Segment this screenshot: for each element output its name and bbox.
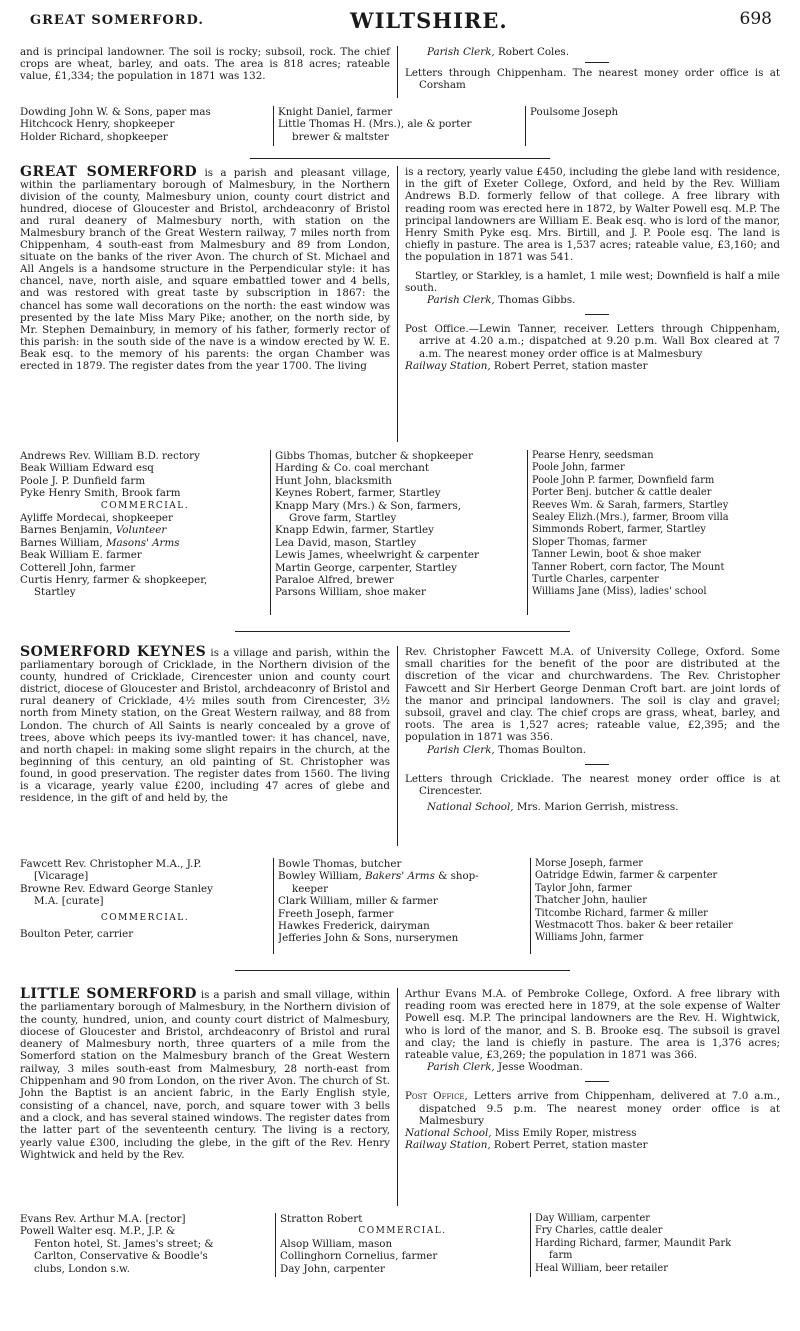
list-item: Harding Richard, farmer, Maundit Park — [535, 1237, 732, 1249]
little-somerford-right — [405, 988, 780, 1151]
column-divider — [525, 106, 526, 146]
short-rule — [585, 62, 609, 63]
great-list-col-1 — [20, 450, 270, 599]
list-item: Lea David, mason, Startley — [275, 536, 417, 549]
post-office-label: Post Office, — [405, 1090, 468, 1103]
list-item: Heal William, beer retailer — [535, 1262, 668, 1274]
list-item: Browne Rev. Edward George Stanley — [20, 882, 213, 895]
list-item: Knapp Mary (Mrs.) & Son, farmers, — [275, 499, 462, 512]
list-item: Keynes Robert, farmer, Startley — [275, 487, 441, 500]
list-item: Lewis James, wheelwright & carpenter — [275, 549, 479, 562]
list-item: [Vicarage] — [34, 870, 89, 883]
list-item: Beak William E. farmer — [20, 549, 142, 562]
clerk-label: Parish Clerk, — [427, 743, 495, 756]
trade-list-col-3 — [530, 106, 780, 118]
paragraph: is a village and parish, within the parliamentary borough of Cricklade, in the Northern division of the county, hundred of Cricklade, Cirencester union and county court district, diocese of Gloucester and Bristol, archdeaconry of Bristol and rural deanery of Cricklade, 4½ miles south from Cirencester, 3½ north from Minety station, on the Great Western railway, and 88 from London. The church of All Saints is nearly concealed by a grove of trees, above which peeps its ivy-mantled tower: it has chancel, nave, and north chapel: in making some slight repairs in the church, at the beginning of this century, an old painting of St. Christopher was found, in good preservation. The register dates from 1560. The living is a vicarage, yearly value £200, including 47 acres of glebe and residence, in the gift of and held by, the — [20, 647, 390, 805]
keynes-list-col-3 — [535, 858, 785, 945]
list-item: Freeth Joseph, farmer — [278, 907, 394, 920]
somerford-keynes-left — [20, 646, 390, 804]
column-divider — [270, 450, 271, 615]
list-item: M.A. [curate] — [34, 895, 104, 908]
list-item: Hunt John, blacksmith — [275, 474, 392, 487]
column-divider — [527, 450, 528, 615]
startley-note: Startley, or Starkley, is a hamlet, 1 mile west; Downfield is half a mile south. — [405, 269, 780, 294]
clerk-name: Thomas Boulton. — [494, 743, 587, 756]
list-item: Boulton Peter, carrier — [20, 928, 134, 941]
list-item: Reeves Wm. & Sarah, farmers, Startley — [532, 499, 729, 511]
list-item: Collinghorn Cornelius, farmer — [280, 1250, 438, 1263]
list-item: Cotterell John, farmer — [20, 561, 136, 574]
list-item: Stratton Robert — [280, 1213, 363, 1225]
list-item: Little Thomas H. (Mrs.), ale & porter — [278, 118, 472, 131]
little-list-col-2 — [280, 1213, 525, 1275]
list-item: Tanner Lewin, boot & shoe maker — [532, 549, 701, 561]
clerk-name: Robert Coles. — [494, 46, 569, 58]
place-title: LITTLE SOMERFORD — [20, 986, 197, 1002]
column-divider — [275, 1213, 276, 1277]
list-item: Day William, carpenter — [535, 1213, 650, 1224]
little-somerford-left — [20, 988, 390, 1161]
list-item: Pyke Henry Smith, Brook farm — [20, 487, 181, 500]
list-item: keeper — [292, 882, 329, 895]
list-item: Paraloe Alfred, brewer — [275, 574, 394, 587]
list-item: Pearse Henry, seedsman — [532, 450, 654, 461]
list-item: Powell Walter esq. M.P., J.P. & — [20, 1225, 176, 1238]
column-divider — [530, 858, 531, 954]
list-item: Oatridge Edwin, farmer & carpenter — [535, 870, 718, 882]
clerk-label: Parish Clerk, — [427, 46, 495, 58]
running-head: GREAT SOMERFORD. — [30, 13, 204, 28]
list-item: Knight Daniel, farmer — [278, 106, 393, 118]
letters-note: Letters through Chippenham. The nearest money order office is at Corsham — [405, 67, 780, 92]
list-item: Williams John, farmer — [535, 932, 644, 944]
list-item: Sealey Elizh.(Mrs.), farmer, Broom villa — [532, 512, 729, 524]
school-name: Miss Emily Roper, mistress — [491, 1127, 637, 1140]
list-item: Curtis Henry, farmer & shopkeeper, — [20, 574, 208, 587]
list-item: Day John, carpenter — [280, 1262, 385, 1275]
list-item: Ayliffe Mordecai, shopkeeper — [20, 512, 173, 525]
list-item: Carlton, Conservative & Boodle's — [34, 1250, 208, 1263]
list-item: Fawcett Rev. Christopher M.A., J.P. — [20, 858, 202, 870]
paragraph: is a rectory, yearly value £450, including the glebe land with residence, in the gift of Exeter College, Oxford, and held by the Rev. William Andrews B.D. formerly fellow of that college. A free library with reading room was erected here in 1872, by Walter Powell esq. M.P. The principal landowners are William E. Beak esq. who is lord of the manor, Henry Smith Pyke esq. Mrs. Birtill, and J. P. Poole esq. The land is chiefly in pasture. The area is 1,537 acres; rateable value, £3,160; and the population in 1871 was 541. — [405, 166, 781, 264]
school-label: National School, — [427, 801, 514, 814]
list-item: Westmacott Thos. baker & beer retailer — [535, 920, 733, 932]
list-item: Startley — [34, 586, 76, 599]
list-item: Andrews Rev. William B.D. rectory — [20, 450, 200, 462]
list-item: Bowle Thomas, butcher — [278, 858, 402, 870]
column-divider — [397, 646, 398, 846]
list-item: Martin George, carpenter, Startley — [275, 561, 457, 574]
post-office-text: Letters arrive from Chippenham, delivered at 7.0 a.m., dispatched 9.5 p.m. The nearest money order office is at Malmesbury — [419, 1090, 780, 1127]
column-divider — [397, 166, 398, 442]
list-item: Dowding John W. & Sons, paper mas — [20, 106, 211, 118]
short-rule — [585, 314, 609, 315]
section-rule — [250, 158, 550, 159]
list-item: Parsons William, shoe maker — [275, 586, 426, 599]
top-left-paragraph — [20, 46, 390, 83]
keynes-list-col-2 — [278, 858, 528, 945]
column-divider — [397, 988, 398, 1206]
paragraph: and is principal landowner. The soil is rocky; subsoil, rock. The chief crops are wheat, barley, and oats. The area is 818 acres; rateable value, £1,334; the population in 1871 was 132. — [20, 46, 390, 83]
trade-list-col-1 — [20, 106, 270, 143]
list-item: Fenton hotel, St. James's street; & — [34, 1237, 214, 1250]
county-title: WILTSHIRE. — [350, 8, 508, 33]
list-item: Poole John, farmer — [532, 462, 625, 474]
list-item: Sloper Thomas, farmer — [532, 536, 647, 548]
list-item: Tanner Robert, corn factor, The Mount — [532, 561, 725, 573]
paragraph: is a parish and pleasant village, within the parliamentary borough of Malmesbury, in the Northern division of the county, Malmesbury union, county court district and hundred, diocese of Gloucester and Bristol, archdeaconry of Bristol and rural deanery of Malmesbury north, with station on the Malmesbury branch of the Great Western railway, 7 miles north from Chippenham, 4 south-east from Malmesbury and 89 from London, situate on the banks of the river Avon. The church of St. Michael and All Angels is a handsome structure in the Perpendicular style: it has chancel, nave, north aisle, and square embattled tower and 4 bells, and was restored with great taste by subscription in 1867: the chancel has some wall decorations on the north: the east window was presented by the late Miss Mary Pike; another, on the north side, by Mr. Stephen Demainbury, in memory of his father, formerly rector of this parish: in the south side of the nave is a window erected by W. E. Beak esq. to the memory of his parents: the organ Chamber was erected in 1879. The register dates from the year 1700. The living — [20, 167, 391, 372]
railway-name: Robert Perret, station master — [490, 359, 648, 372]
list-item: Fry Charles, cattle dealer — [535, 1225, 663, 1237]
little-list-col-3 — [535, 1213, 785, 1275]
railway-name: Robert Perret, station master — [490, 1139, 648, 1152]
list-item: Evans Rev. Arthur M.A. [rector] — [20, 1213, 186, 1225]
section-rule — [235, 631, 570, 632]
list-item: Jefferies John & Sons, nurserymen — [278, 932, 459, 945]
list-item: Poole J. P. Dunfield farm — [20, 474, 146, 487]
list-item: Clark William, miller & farmer — [278, 895, 438, 908]
railway-label: Railway Station, — [405, 359, 491, 372]
commercial-heading: COMMERCIAL. — [100, 500, 190, 511]
paragraph: is a parish and small village, within the parliamentary borough of Malmesbury, in the Northern division of the county, hundred, union, and county court district of Malmesbury, diocese of Gloucester and Bristol, archdeaconry of Bristol and rural deanery of Malmesbury north, three quarters of a mile from the Somerford station on the Malmesbury branch of the Great Western railway, 3 miles south-east from Malmesbury, 28 north-east from Chippenham and 90 from London, on the river Avon. The church of St. John the Baptist is an ancient fabric, in the Early English style, consisting of a chancel, nave, porch, and square tower with 3 bells and a clock, and has several stained windows. The register dates from the latter part of the seventeenth century. The living is a rectory, yearly value £300, including the glebe, in the gift of the Rev. Henry Wightwick and held by the Rev. — [20, 989, 390, 1161]
list-item: Knapp Edwin, farmer, Startley — [275, 524, 434, 537]
short-rule — [585, 764, 609, 765]
paragraph: Rev. Christopher Fawcett M.A. of University College, Oxford. Some small charities for the benefit of the poor are distributed at the discretion of the vicar and churchwardens. The Rev. Christopher Fawcett and Sir Herbert George Denman Croft bart. are joint lords of the manor and principal landowners. The soil is clay and gravel; subsoil, gravel and clay. The chief crops are grass, wheat, barley, and roots. The area is 1,527 acres; rateable value, £2,395; and the population in 1871 was 356. — [405, 646, 780, 744]
list-item: clubs, London s.w. — [34, 1262, 130, 1275]
clerk-name: Jesse Woodman. — [494, 1061, 583, 1074]
commercial-heading: COMMERCIAL. — [100, 912, 190, 923]
school-name: Mrs. Marion Gerrish, mistress. — [513, 801, 679, 814]
column-divider — [273, 106, 274, 146]
list-item: Porter Benj. butcher & cattle dealer — [532, 487, 712, 499]
list-item: Poulsome Joseph — [530, 106, 619, 118]
great-somerford-left — [20, 166, 390, 372]
great-list-col-2 — [275, 450, 525, 599]
list-item: Turtle Charles, carpenter — [532, 574, 659, 586]
school-label: National School, — [405, 1127, 492, 1140]
list-item: Barnes Benjamin, Volunteer — [20, 524, 167, 537]
great-somerford-right — [405, 166, 780, 372]
column-divider — [530, 1213, 531, 1277]
page-number: 698 — [739, 9, 772, 29]
top-right-paragraph — [405, 46, 780, 92]
paragraph: Arthur Evans M.A. of Pembroke College, Oxford. A free library with reading room was erected here in 1879, at the sole expense of Walter Powell esq. M.P. The principal landowners are the Rev. H. Wightwick, who is lord of the manor, and S. B. Brooke esq. The subsoil is gravel and clay; the land is chiefly in pasture. The area is 1,376 acres; rateable value, £3,269; the population in 1871 was 366. — [405, 988, 780, 1062]
post-office: Post Office.—Lewin Tanner, receiver. Letters through Chippenham, arrive at 4.20 a.m.; dispatched at 9.20 p.m. Wall Box cleared at 7 a.m. The nearest money order office is at Malmesbury — [405, 323, 780, 360]
list-item: Grove farm, Startley — [289, 512, 397, 525]
list-item: brewer & maltster — [292, 130, 389, 143]
list-item: Bowley William, Bakers' Arms & shop- — [278, 870, 479, 883]
list-item: Morse Joseph, farmer — [535, 858, 643, 869]
place-title: SOMERFORD KEYNES — [20, 644, 207, 660]
clerk-label: Parish Clerk, — [427, 1061, 495, 1074]
list-item: Poole John P. farmer, Downfield farm — [532, 474, 715, 486]
commercial-heading: COMMERCIAL. — [358, 1226, 447, 1237]
clerk-label: Parish Clerk, — [427, 294, 495, 307]
list-item: Harding & Co. coal merchant — [275, 462, 430, 475]
list-item: Holder Richard, shopkeeper — [20, 130, 168, 143]
column-divider — [397, 46, 398, 98]
list-item: Titcombe Richard, farmer & miller — [535, 907, 708, 919]
column-divider — [273, 858, 274, 954]
list-item: farm — [549, 1250, 573, 1262]
list-item: Alsop William, mason — [280, 1237, 393, 1250]
list-item: Taylor John, farmer — [535, 882, 632, 894]
keynes-list-col-1 — [20, 858, 270, 940]
page-header — [20, 8, 782, 34]
list-item: Williams Jane (Miss), ladies' school — [532, 586, 707, 598]
list-item: Gibbs Thomas, butcher & shopkeeper — [275, 450, 473, 462]
list-item: Hawkes Frederick, dairyman — [278, 920, 430, 933]
list-item: Hitchcock Henry, shopkeeper — [20, 118, 175, 131]
section-rule — [235, 970, 570, 971]
place-title: GREAT SOMERFORD — [20, 164, 198, 180]
great-list-col-3 — [532, 450, 782, 599]
list-item: Thatcher John, haulier — [535, 895, 647, 907]
little-list-col-1 — [20, 1213, 270, 1275]
letters-note: Letters through Cricklade. The nearest money order office is at Cirencester. — [405, 772, 780, 798]
trade-list-col-2 — [278, 106, 523, 143]
somerford-keynes-right — [405, 646, 780, 813]
list-item: Beak William Edward esq — [20, 462, 154, 475]
clerk-name: Thomas Gibbs. — [494, 294, 576, 307]
list-item: Simmonds Robert, farmer, Startley — [532, 524, 706, 536]
railway-label: Railway Station, — [405, 1139, 491, 1152]
list-item: Barnes William, Masons' Arms — [20, 536, 180, 549]
short-rule — [585, 1081, 609, 1082]
